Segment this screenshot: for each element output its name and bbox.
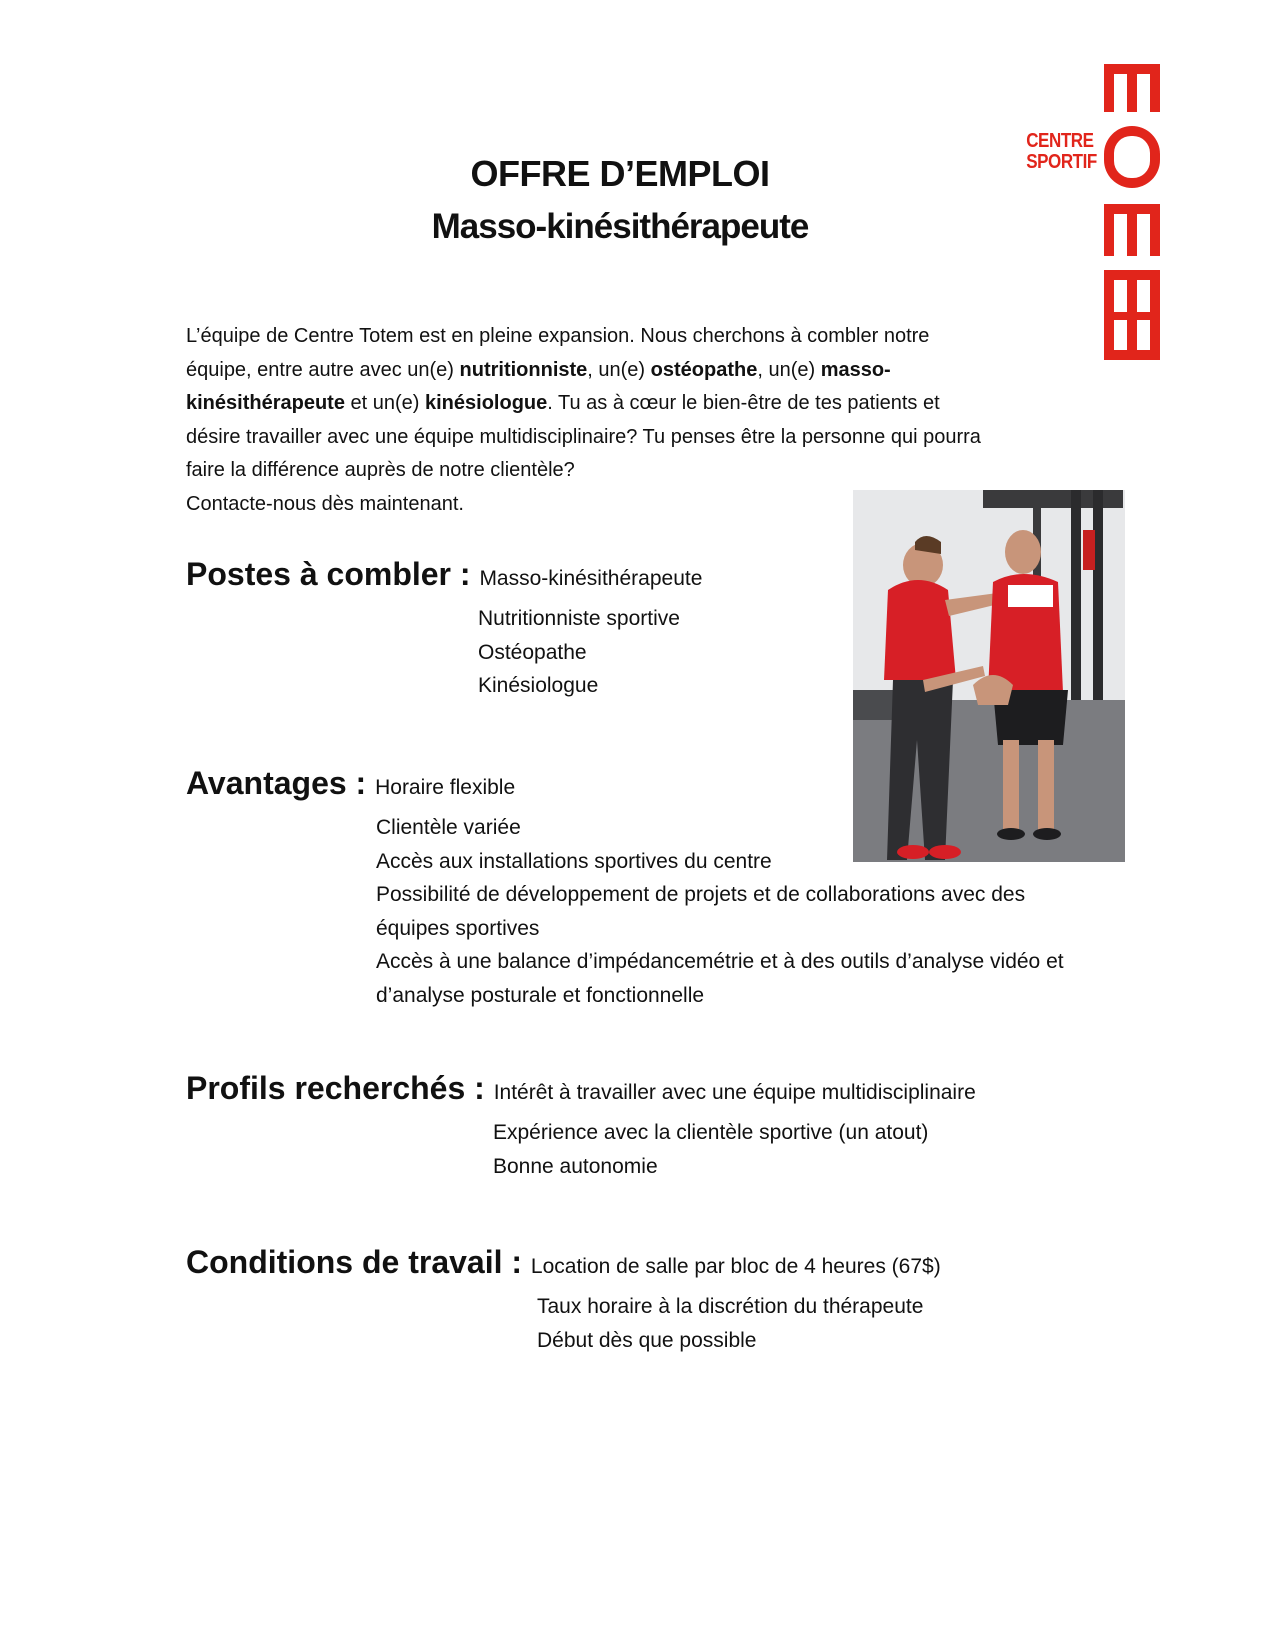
- list-item: Accès à une balance d’impédancemétrie et à des outils d’analyse vidéo et d’analyse posturale et fonctionnelle: [376, 950, 1064, 1007]
- page-title: OFFRE D’EMPLOI: [470, 153, 770, 194]
- logo-sportif-label: SPORTIF: [1026, 151, 1097, 173]
- list-item: Kinésiologue: [478, 674, 599, 697]
- list-item: Intérêt à travailler avec une équipe multidisciplinaire: [493, 1081, 976, 1104]
- list-item: Location de salle par bloc de 4 heures (67$): [530, 1255, 941, 1278]
- list-item: Masso-kinésithérapeute: [479, 567, 703, 590]
- list-item: Début dès que possible: [537, 1328, 757, 1352]
- logo-text: [1026, 130, 1097, 173]
- bold-masso: masso-kinésithérapeute: [186, 358, 891, 414]
- bold-kinesiologue: kinésiologue: [425, 392, 548, 414]
- avantages-heading: Avantages : Horaire flexible: [186, 765, 516, 801]
- profils-list: [493, 1116, 928, 1183]
- totem-logo-icon: [1104, 64, 1160, 360]
- list-item: Ostéopathe: [478, 640, 587, 664]
- logo-centre-label: CENTRE: [1026, 130, 1094, 152]
- list-item: Clientèle variée: [376, 816, 521, 839]
- avantages-list: [376, 811, 1076, 1012]
- intro-cta: Contacte-nous dès maintenant.: [186, 492, 464, 515]
- postes-list: [478, 602, 680, 703]
- page-subtitle: Masso-kinésithérapeute: [431, 207, 809, 246]
- therapist-photo: [853, 490, 1125, 862]
- bold-osteopathe: ostéopathe: [650, 358, 758, 381]
- list-item: Horaire flexible: [375, 776, 516, 799]
- conditions-heading: Conditions de travail : Location de salle par bloc de 4 heures (67$): [186, 1244, 941, 1280]
- bold-nutritionniste: nutritionniste: [459, 358, 588, 381]
- list-item: Taux horaire à la discrétion du thérapeute: [537, 1295, 924, 1318]
- intro-paragraph: L’équipe de Centre Totem est en pleine expansion. Nous cherchons à combler notre équipe, entre autre avec un(e) nutritionniste, un(e) ostéopathe, un(e) masso-kinésithérapeute et un(e) kinésiologue. Tu as à cœur le bien-être de tes patients et désire travailler avec une équipe multidisciplinaire? Tu penses être la personne qui pourra faire la différence auprès de notre clientèle? Contacte-nous dès maintenant.: [186, 325, 981, 515]
- conditions-list: [537, 1290, 923, 1357]
- list-item: Bonne autonomie: [493, 1154, 658, 1178]
- list-item: Possibilité de développement de projets et de collaborations avec des équipes sportives: [376, 883, 1026, 940]
- list-item: Accès aux installations sportives du centre: [376, 849, 772, 873]
- list-item: Expérience avec la clientèle sportive (un atout): [493, 1121, 929, 1144]
- postes-heading: Postes à combler : Masso-kinésithérapeute: [186, 556, 703, 592]
- list-item: Nutritionniste sportive: [478, 607, 680, 630]
- profils-heading: Profils recherchés : Intérêt à travailler avec une équipe multidisciplinaire: [186, 1070, 976, 1106]
